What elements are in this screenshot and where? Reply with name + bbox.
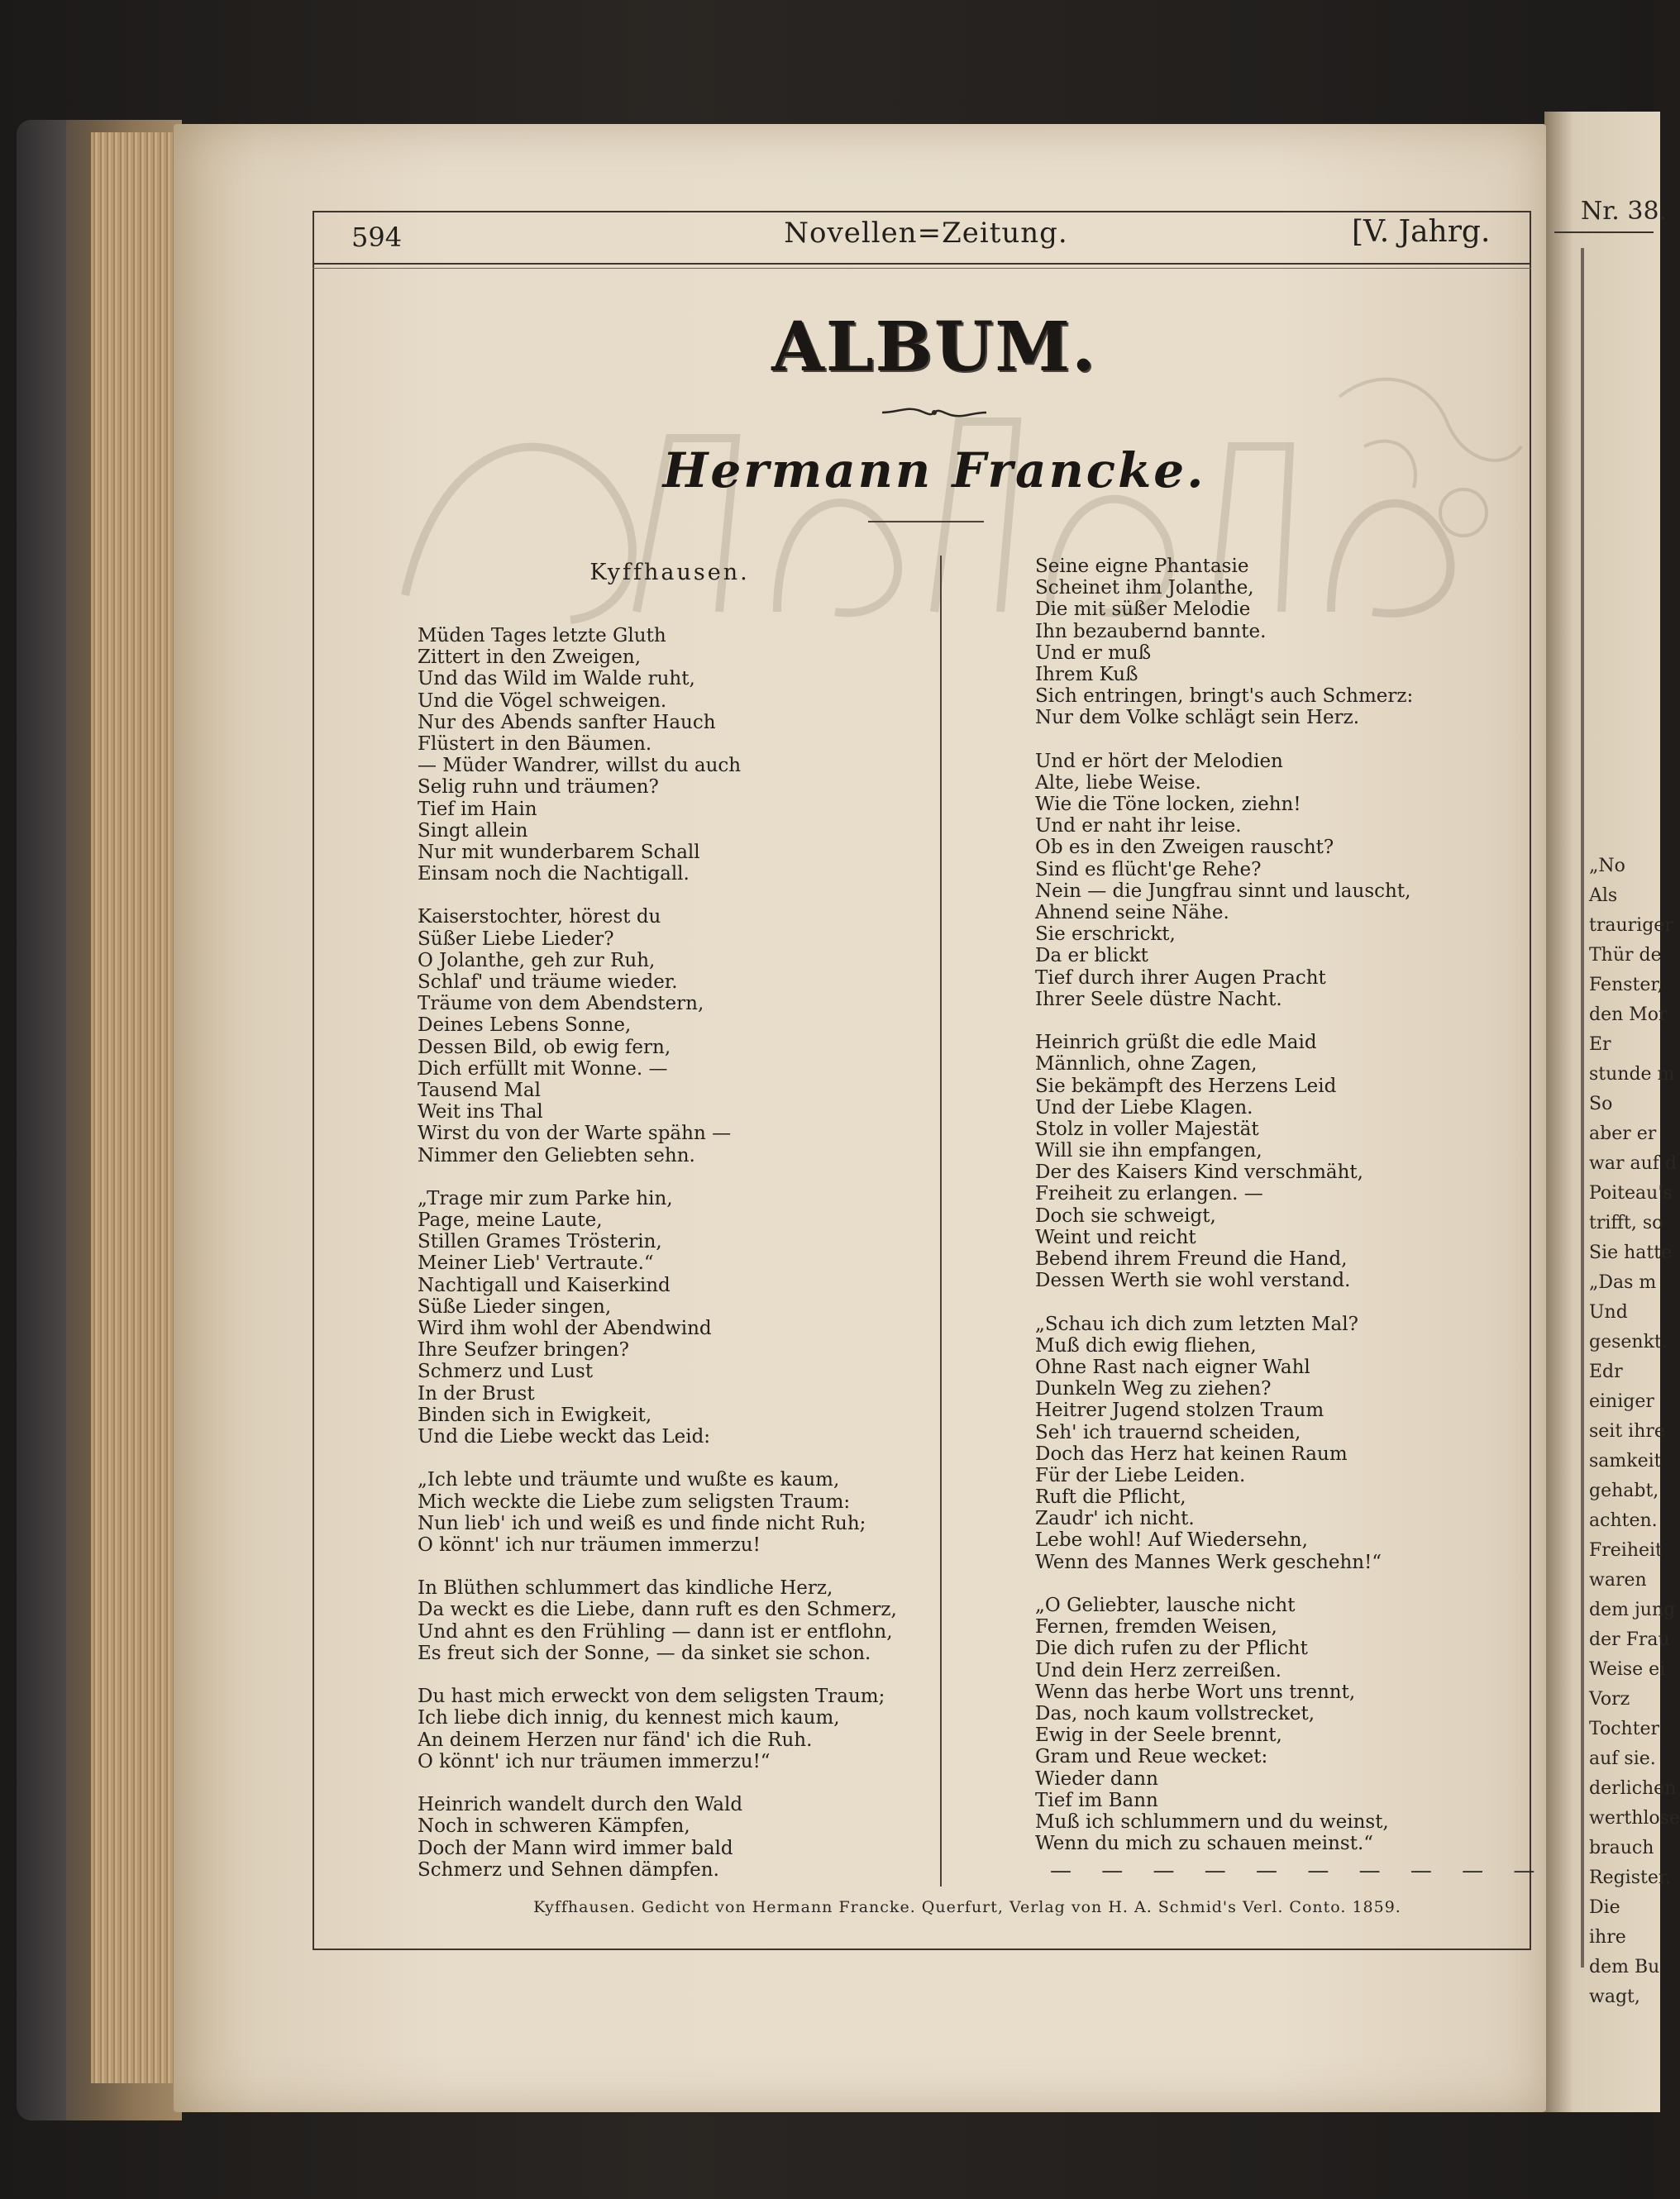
poem-line: Wieder dann xyxy=(1035,1767,1158,1790)
poem-line: Page, meine Laute, xyxy=(418,1209,603,1232)
header-rule-thin xyxy=(313,268,1531,269)
poem-line xyxy=(1035,729,1413,751)
next-page-line: Edr xyxy=(1589,1362,1623,1382)
poem-line: Weit ins Thal xyxy=(418,1101,543,1123)
poem-line: Dich erfüllt mit Wonne. — xyxy=(418,1057,668,1080)
next-page-line: Die xyxy=(1589,1897,1620,1918)
next-page-line: der Frau xyxy=(1589,1629,1670,1650)
next-page-line: trifft, so xyxy=(1589,1213,1663,1233)
poem-line: Nur mit wunderbarem Schall xyxy=(418,841,700,863)
next-page-line: samkeit xyxy=(1589,1451,1662,1472)
poem-line: Und er muß xyxy=(1035,642,1152,664)
poem-line: Wirst du von der Warte spähn — xyxy=(418,1123,732,1145)
poem-line: Ihrer Seele düstre Nacht. xyxy=(1035,988,1282,1010)
poem-line: Scheinet ihm Jolanthe, xyxy=(1035,577,1254,599)
poem-line: Heinrich wandelt durch den Wald xyxy=(418,1794,743,1816)
next-page-fragments xyxy=(1589,851,1680,2012)
poem-line: Die dich rufen zu der Pflicht xyxy=(1035,1638,1308,1660)
poem-line xyxy=(418,1772,897,1794)
poem-line: Will sie ihn empfangen, xyxy=(1035,1140,1262,1162)
poem-line: Lebe wohl! Auf Wiedersehn, xyxy=(1035,1529,1308,1552)
poem-line xyxy=(1035,1291,1413,1313)
poem-line xyxy=(418,1448,897,1469)
poem-line: Nur des Abends sanfter Hauch xyxy=(418,711,716,733)
poem-line: O könnt' ich nur träumen immerzu!“ xyxy=(418,1750,771,1772)
poem-line: Träume von dem Abendstern, xyxy=(418,993,704,1015)
next-page-line: Als xyxy=(1589,885,1618,906)
poem-line: Einsam noch die Nachtigall. xyxy=(418,863,690,885)
next-page-rule xyxy=(1554,231,1654,233)
poem-line: Ich liebe dich innig, du kennest mich kaum, xyxy=(418,1707,840,1729)
poem-line: „Trage mir zum Parke hin, xyxy=(418,1187,673,1209)
poem-line: Und die Liebe weckt das Leid: xyxy=(418,1425,711,1448)
next-page-line: stunde m xyxy=(1589,1064,1675,1085)
poem-line: Doch das Herz hat keinen Raum xyxy=(1035,1443,1348,1465)
poem-line: Und das Wild im Walde ruht, xyxy=(418,668,695,690)
poem-line: Nein — die Jungfrau sinnt und lauscht, xyxy=(1035,880,1411,902)
poem-line: Wenn das herbe Wort uns trennt, xyxy=(1035,1681,1356,1703)
poem-line xyxy=(418,885,897,906)
poem-line: Mich weckte die Liebe zum seligsten Traum: xyxy=(418,1491,851,1513)
author-rule xyxy=(868,521,984,522)
poem-line: Süße Lieder singen, xyxy=(418,1295,612,1318)
poem-line: Kaiserstochter, hörest du xyxy=(418,906,661,928)
poem-line: In der Brust xyxy=(418,1382,535,1405)
poem-line: Nun lieb' ich und weiß es und finde nicht Ruh; xyxy=(418,1512,866,1534)
poem-line: Und ahnt es den Frühling — dann ist er entflohn, xyxy=(418,1620,893,1643)
poem-line: Dessen Bild, ob ewig fern, xyxy=(418,1036,671,1058)
next-page-line: Er xyxy=(1589,1034,1611,1055)
next-page-line: den Mor xyxy=(1589,1004,1668,1025)
poem-line: Sie bekämpft des Herzens Leid xyxy=(1035,1075,1337,1097)
poem-line: Du hast mich erweckt von dem seligsten Traum; xyxy=(418,1686,885,1708)
poem-line: Nimmer den Geliebten sehn. xyxy=(418,1144,695,1166)
poem-line: Doch sie schweigt, xyxy=(1035,1204,1216,1227)
poem-line: Ihrem Kuß xyxy=(1035,663,1138,685)
poem-line: Stolz in voller Majestät xyxy=(1035,1118,1259,1140)
next-page-line: trauriger xyxy=(1589,915,1673,936)
poem-line: Deines Lebens Sonne, xyxy=(418,1014,632,1037)
poem-line: Schmerz und Lust xyxy=(418,1361,594,1383)
next-page-line: Freiheit xyxy=(1589,1540,1663,1561)
column-divider xyxy=(940,556,942,1887)
next-page-line: ihre xyxy=(1589,1927,1626,1948)
next-page-line: Weise ei xyxy=(1589,1659,1666,1680)
poem-line: Dunkeln Weg zu ziehen? xyxy=(1035,1378,1272,1400)
poem-line: Ewig in der Seele brennt, xyxy=(1035,1724,1282,1747)
next-page-line: Fenster, xyxy=(1589,975,1663,995)
next-page-line: So xyxy=(1589,1094,1613,1114)
next-page-line: „No xyxy=(1589,856,1625,876)
poem-line: Seh' ich trauernd scheiden, xyxy=(1035,1421,1301,1443)
poem-line: Es freut sich der Sonne, — da sinket sie schon. xyxy=(418,1642,871,1664)
poem-line: Sind es flücht'ge Rehe? xyxy=(1035,858,1262,880)
poem-line: Tausend Mal xyxy=(418,1079,541,1101)
poem-line: Ahnend seine Nähe. xyxy=(1035,902,1229,923)
poem-line: Schmerz und Sehnen dämpfen. xyxy=(418,1858,719,1881)
poem-line: Sich entringen, bringt's auch Schmerz: xyxy=(1035,685,1414,708)
poem-column-left xyxy=(418,625,897,1881)
next-page-line: waren xyxy=(1589,1570,1647,1591)
poem-line: Singt allein xyxy=(418,819,528,842)
poem-column-right xyxy=(1035,556,1413,1854)
next-page-line: Poiteau's xyxy=(1589,1183,1673,1204)
poem-line: Dessen Werth sie wohl verstand. xyxy=(1035,1270,1351,1292)
poem-line xyxy=(418,1556,897,1577)
poem-line: — Müder Wandrer, willst du auch xyxy=(418,755,742,777)
poem-line xyxy=(1035,1573,1413,1595)
next-page-line: Sie hatte xyxy=(1589,1243,1673,1263)
poem-line: Tief im Bann xyxy=(1035,1789,1158,1811)
poem-line: Bebend ihrem Freund die Hand, xyxy=(1035,1248,1348,1270)
book-spine xyxy=(17,120,66,2120)
poem-line: In Blüthen schlummert das kindliche Herz, xyxy=(418,1577,833,1600)
flourish-ornament xyxy=(881,400,988,425)
poem-line: Und die Vögel schweigen. xyxy=(418,689,667,712)
poem-line: Meiner Lieb' Vertraute.“ xyxy=(418,1252,654,1275)
poem-line: Tief im Hain xyxy=(418,798,537,820)
poem-line: Seine eigne Phantasie xyxy=(1035,556,1249,577)
poem-line: Und er hört der Melodien xyxy=(1035,750,1283,772)
poem-line: Tief durch ihrer Augen Pracht xyxy=(1035,966,1326,989)
poem-line: Selig ruhn und träumen? xyxy=(418,776,659,799)
poem-line: Und er naht ihr leise. xyxy=(1035,815,1242,837)
poem-line: Weint und reicht xyxy=(1035,1226,1196,1248)
poem-line: Stillen Grames Trösterin, xyxy=(418,1231,662,1253)
header-rule xyxy=(313,263,1531,265)
page-number: 594 xyxy=(351,222,403,253)
poem-line: Sie erschrickt, xyxy=(1035,923,1176,946)
poem-line: Süßer Liebe Lieder? xyxy=(418,928,614,950)
poem-line: Heitrer Jugend stolzen Traum xyxy=(1035,1400,1324,1422)
running-title: Novellen=Zeitung. xyxy=(784,217,1068,250)
next-page-line: Und xyxy=(1589,1302,1628,1323)
next-page-line: gesenkt. xyxy=(1589,1332,1668,1352)
poem-line xyxy=(418,1664,897,1686)
poem-line: Und der Liebe Klagen. xyxy=(1035,1096,1253,1119)
poem-line: Die mit süßer Melodie xyxy=(1035,599,1251,621)
poem-line: Noch in schweren Kämpfen, xyxy=(418,1815,690,1838)
poem-line: Da er blickt xyxy=(1035,945,1148,967)
next-page-line: derlichen xyxy=(1589,1778,1677,1799)
next-page-line: Thür de xyxy=(1589,945,1662,966)
poem-line: Alte, liebe Weise. xyxy=(1035,771,1201,794)
poem-line: Wird ihm wohl der Abendwind xyxy=(418,1318,712,1339)
poem-line: Wie die Töne locken, ziehn! xyxy=(1035,794,1301,816)
poem-line: Wenn des Mannes Werk geschehn!“ xyxy=(1035,1551,1382,1573)
next-page-header: Nr. 38. xyxy=(1581,197,1668,226)
poem-line: Nachtigall und Kaiserkind xyxy=(418,1274,671,1296)
next-page-line: Register. xyxy=(1589,1867,1671,1888)
poem-line: „Ich lebte und träumte und wußte es kaum, xyxy=(418,1469,840,1491)
poem-line: O Jolanthe, geh zur Ruh, xyxy=(418,949,656,971)
poem-line: Zaudr' ich nicht. xyxy=(1035,1508,1195,1530)
poem-line: An deinem Herzen nur fänd' ich die Ruh. xyxy=(418,1729,813,1751)
poem-line: Flüstert in den Bäumen. xyxy=(418,732,652,755)
next-page-line: „Das m xyxy=(1589,1272,1657,1293)
poem-line: Ihre Seufzer bringen? xyxy=(418,1339,629,1362)
poem-line: „O Geliebter, lausche nicht xyxy=(1035,1595,1296,1616)
poem-line: Ihn bezaubernd bannte. xyxy=(1035,620,1267,642)
poem-line: Für der Liebe Leiden. xyxy=(1035,1464,1246,1486)
poem-line: Muß dich ewig fliehen, xyxy=(1035,1334,1257,1357)
poem-line: Schlaf' und träume wieder. xyxy=(418,971,678,993)
poem-line: Binden sich in Ewigkeit, xyxy=(418,1404,652,1426)
next-page-line: aber er xyxy=(1589,1123,1657,1144)
poem-line: Müden Tages letzte Gluth xyxy=(418,625,666,646)
poem-line: Der des Kaisers Kind verschmäht, xyxy=(1035,1162,1363,1184)
next-page-line: dem jung xyxy=(1589,1600,1676,1620)
end-dashes: — — — — — — — — — — xyxy=(1050,1858,1547,1883)
poem-line: Muß ich schlummern und du weinst, xyxy=(1035,1810,1389,1833)
poem-line: Ohne Rast nach eigner Wahl xyxy=(1035,1356,1310,1378)
next-page-line: achten. xyxy=(1589,1510,1658,1531)
poem-line: Da weckt es die Liebe, dann ruft es den Schmerz, xyxy=(418,1599,897,1621)
poem-line: Freiheit zu erlangen. — xyxy=(1035,1183,1263,1205)
next-page-line: Vorz xyxy=(1589,1689,1630,1710)
poem-line: Ruft die Pflicht, xyxy=(1035,1486,1186,1509)
poem-line: Das, noch kaum vollstrecket, xyxy=(1035,1702,1315,1724)
poem-line xyxy=(418,1166,897,1188)
next-page-line: dem Bu xyxy=(1589,1957,1660,1977)
poem-line: O könnt' ich nur träumen immerzu! xyxy=(418,1534,761,1556)
poem-line: Fernen, fremden Weisen, xyxy=(1035,1616,1277,1639)
next-page-line: gehabt, xyxy=(1589,1481,1659,1501)
author-name: Hermann Francke. xyxy=(662,442,1206,498)
poem-line: Heinrich grüßt die edle Maid xyxy=(1035,1032,1317,1054)
poem-line: Männlich, ohne Zagen, xyxy=(1035,1053,1258,1076)
poem-line: Gram und Reue wecket: xyxy=(1035,1746,1268,1768)
next-page-line: brauch xyxy=(1589,1838,1654,1858)
volume-label: [V. Jahrg. xyxy=(1352,215,1491,249)
poem-line: Wenn du mich zu schauen meinst.“ xyxy=(1035,1833,1374,1855)
next-page-line: seit ihre xyxy=(1589,1421,1665,1442)
next-page-line: Tochter xyxy=(1589,1719,1660,1739)
poem-line: Und dein Herz zerreißen. xyxy=(1035,1659,1281,1681)
next-page-line: wagt, xyxy=(1589,1987,1640,2007)
next-page-frame xyxy=(1581,248,1584,1968)
section-title: ALBUM. xyxy=(771,308,1097,387)
poem-line: Nur dem Volke schlägt sein Herz. xyxy=(1035,707,1360,729)
poem-line: Doch der Mann wird immer bald xyxy=(418,1837,733,1859)
poem-title: Kyffhausen. xyxy=(589,560,750,585)
next-page-line: einiger xyxy=(1589,1391,1654,1412)
caption: Kyffhausen. Gedicht von Hermann Francke. Querfurt, Verlag von H. A. Schmid's Verl. Conto. 1859. xyxy=(533,1898,1401,1916)
poem-line xyxy=(1035,1010,1413,1032)
next-page-line: werthlose xyxy=(1589,1808,1680,1829)
poem-line: Zittert in den Zweigen, xyxy=(418,646,642,669)
next-page-line: auf sie. xyxy=(1589,1748,1656,1769)
poem-line: „Schau ich dich zum letzten Mal? xyxy=(1035,1313,1358,1335)
next-page-line: war auf d xyxy=(1589,1153,1677,1174)
poem-line: Ob es in den Zweigen rauscht? xyxy=(1035,837,1334,859)
